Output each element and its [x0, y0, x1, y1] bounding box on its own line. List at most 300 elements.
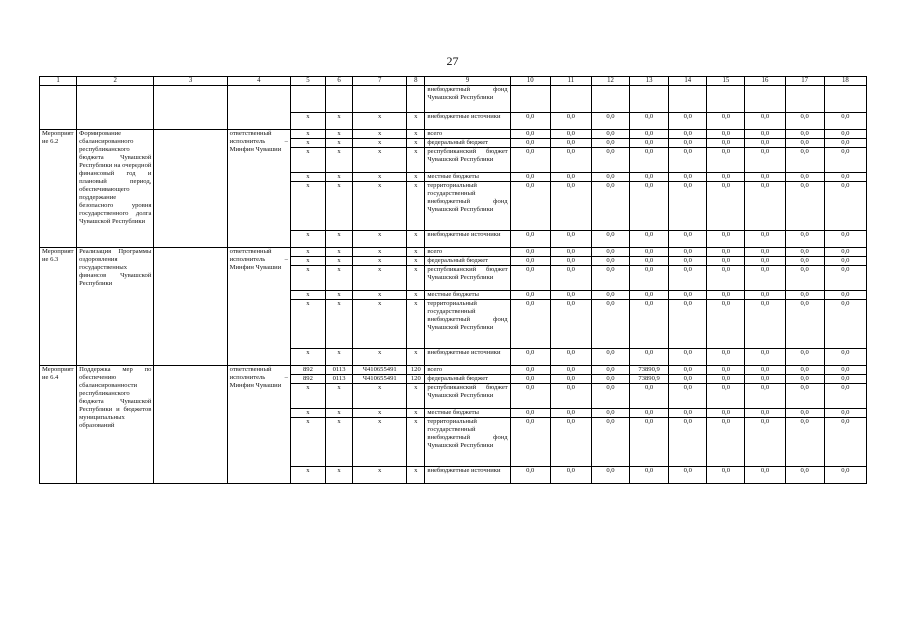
responsible-cell	[227, 86, 290, 130]
value-cell: 0,0	[591, 366, 629, 375]
value-cell: 0,0	[824, 173, 866, 182]
code-cell: x	[290, 173, 325, 182]
value-cell: 0,0	[591, 148, 629, 173]
funding-source-cell: республиканский бюджет Чувашской Республики	[425, 148, 510, 173]
code-cell: x	[353, 300, 407, 349]
code-cell: x	[290, 409, 325, 418]
code-cell: x	[407, 349, 425, 366]
funding-source-cell: внебюджетные источники	[425, 349, 510, 366]
value-cell: 0,0	[510, 418, 550, 467]
value-cell: 0,0	[550, 113, 591, 130]
value-cell	[707, 86, 745, 113]
code-cell: x	[326, 113, 353, 130]
funding-source-cell: местные бюджеты	[425, 409, 510, 418]
code-cell: x	[353, 291, 407, 300]
value-cell	[785, 86, 824, 113]
value-cell: 0,0	[630, 248, 669, 257]
value-cell: 0,0	[707, 300, 745, 349]
value-cell: 0,0	[669, 409, 707, 418]
value-cell: 0,0	[510, 300, 550, 349]
value-cell: 0,0	[550, 231, 591, 248]
code-cell: x	[353, 148, 407, 173]
value-cell: 0,0	[510, 148, 550, 173]
code-cell	[353, 86, 407, 113]
value-cell: 0,0	[785, 248, 824, 257]
value-cell: 0,0	[630, 291, 669, 300]
value-cell: 0,0	[745, 409, 785, 418]
code-cell: x	[407, 148, 425, 173]
value-cell: 0,0	[824, 384, 866, 409]
code-cell: x	[290, 266, 325, 291]
value-cell: 0,0	[824, 266, 866, 291]
measure-name-cell	[77, 86, 154, 130]
code-cell: x	[326, 384, 353, 409]
funding-source-cell: местные бюджеты	[425, 291, 510, 300]
value-cell: 0,0	[591, 266, 629, 291]
code-cell: x	[290, 113, 325, 130]
code-cell: x	[407, 291, 425, 300]
responsible-executor: ответственный исполнитель – Минфин Чувашии	[227, 130, 290, 248]
value-cell: 0,0	[550, 148, 591, 173]
table-row	[40, 86, 867, 113]
value-cell: 0,0	[550, 173, 591, 182]
code-cell: x	[353, 266, 407, 291]
column-header: 9	[425, 77, 510, 86]
funding-source-cell: внебюджетные источники	[425, 467, 510, 484]
value-cell: 0,0	[707, 173, 745, 182]
value-cell: 0,0	[707, 349, 745, 366]
value-cell: 0,0	[591, 375, 629, 384]
value-cell: 0,0	[745, 418, 785, 467]
value-cell: 0,0	[824, 418, 866, 467]
funding-source-cell: федеральный бюджет	[425, 139, 510, 148]
value-cell: 73890,9	[630, 366, 669, 375]
code-cell	[326, 86, 353, 113]
value-cell: 0,0	[591, 409, 629, 418]
table-row	[40, 248, 867, 257]
value-cell: 0,0	[707, 257, 745, 266]
value-cell: 0,0	[591, 173, 629, 182]
value-cell: 0,0	[510, 375, 550, 384]
responsible-executor: ответственный исполнитель – Минфин Чувашии	[227, 366, 290, 484]
value-cell: 0,0	[510, 173, 550, 182]
value-cell: 0,0	[824, 366, 866, 375]
value-cell: 0,0	[591, 467, 629, 484]
code-cell: x	[353, 384, 407, 409]
empty-cell	[154, 248, 227, 366]
value-cell: 0,0	[824, 130, 866, 139]
value-cell: 0,0	[630, 231, 669, 248]
value-cell: 0,0	[550, 467, 591, 484]
value-cell	[669, 86, 707, 113]
value-cell: 0,0	[630, 300, 669, 349]
code-cell: x	[407, 418, 425, 467]
value-cell: 0,0	[745, 266, 785, 291]
code-cell: 0113	[326, 375, 353, 384]
value-cell: 0,0	[707, 248, 745, 257]
value-cell: 0,0	[785, 409, 824, 418]
value-cell: 0,0	[630, 113, 669, 130]
code-cell: x	[407, 467, 425, 484]
value-cell: 0,0	[824, 182, 866, 231]
value-cell: 0,0	[510, 248, 550, 257]
funding-source-cell: территориальный государственный внебюджетный фонд Чувашской Республики	[425, 300, 510, 349]
value-cell: 0,0	[550, 366, 591, 375]
value-cell: 0,0	[745, 231, 785, 248]
value-cell: 0,0	[550, 182, 591, 231]
code-cell: x	[326, 248, 353, 257]
value-cell: 0,0	[510, 231, 550, 248]
value-cell: 0,0	[785, 291, 824, 300]
code-cell: Ч410655491	[353, 366, 407, 375]
code-cell: x	[326, 467, 353, 484]
value-cell: 0,0	[669, 182, 707, 231]
code-cell: 120	[407, 366, 425, 375]
code-cell: x	[290, 300, 325, 349]
value-cell: 0,0	[591, 113, 629, 130]
value-cell: 0,0	[707, 139, 745, 148]
value-cell: 0,0	[630, 130, 669, 139]
value-cell: 0,0	[745, 375, 785, 384]
value-cell: 0,0	[669, 173, 707, 182]
value-cell: 0,0	[550, 291, 591, 300]
value-cell: 0,0	[707, 182, 745, 231]
column-header: 5	[290, 77, 325, 86]
measure-name: Реализация Программы оздоровления государственных финансов Чувашской Республики	[77, 248, 154, 366]
code-cell: x	[290, 248, 325, 257]
value-cell: 0,0	[785, 266, 824, 291]
value-cell: 0,0	[510, 139, 550, 148]
code-cell: x	[326, 291, 353, 300]
value-cell: 0,0	[745, 182, 785, 231]
value-cell: 0,0	[591, 231, 629, 248]
value-cell	[550, 86, 591, 113]
value-cell: 0,0	[669, 300, 707, 349]
value-cell: 0,0	[785, 148, 824, 173]
value-cell: 0,0	[785, 467, 824, 484]
value-cell: 0,0	[550, 409, 591, 418]
code-cell: x	[326, 266, 353, 291]
value-cell: 0,0	[785, 375, 824, 384]
empty-cell	[154, 130, 227, 248]
value-cell: 0,0	[550, 266, 591, 291]
code-cell: Ч410655491	[353, 375, 407, 384]
code-cell: 0113	[326, 366, 353, 375]
value-cell: 0,0	[591, 418, 629, 467]
code-cell: x	[407, 384, 425, 409]
code-cell: x	[353, 231, 407, 248]
code-cell: x	[353, 257, 407, 266]
code-cell: x	[326, 300, 353, 349]
value-cell: 0,0	[745, 139, 785, 148]
value-cell: 0,0	[785, 173, 824, 182]
value-cell: 0,0	[785, 139, 824, 148]
value-cell: 0,0	[707, 148, 745, 173]
value-cell: 0,0	[785, 418, 824, 467]
value-cell: 0,0	[669, 248, 707, 257]
value-cell: 0,0	[785, 182, 824, 231]
value-cell: 0,0	[824, 257, 866, 266]
code-cell: x	[353, 248, 407, 257]
code-cell: x	[326, 130, 353, 139]
column-header: 4	[227, 77, 290, 86]
value-cell: 0,0	[824, 375, 866, 384]
value-cell: 0,0	[785, 300, 824, 349]
value-cell: 0,0	[745, 257, 785, 266]
value-cell: 0,0	[669, 467, 707, 484]
funding-source-cell: федеральный бюджет	[425, 257, 510, 266]
value-cell: 0,0	[591, 139, 629, 148]
value-cell: 0,0	[785, 366, 824, 375]
column-header: 17	[785, 77, 824, 86]
code-cell: x	[326, 257, 353, 266]
code-cell: x	[407, 409, 425, 418]
value-cell: 0,0	[785, 384, 824, 409]
code-cell: x	[326, 182, 353, 231]
value-cell: 0,0	[785, 349, 824, 366]
value-cell: 0,0	[669, 130, 707, 139]
empty-cell	[154, 86, 227, 130]
value-cell: 0,0	[745, 130, 785, 139]
column-header: 16	[745, 77, 785, 86]
measure-number-cell	[40, 86, 77, 130]
column-header: 3	[154, 77, 227, 86]
value-cell: 0,0	[510, 467, 550, 484]
value-cell: 0,0	[669, 266, 707, 291]
value-cell: 0,0	[591, 300, 629, 349]
column-header: 14	[669, 77, 707, 86]
funding-source-cell: внебюджетные источники	[425, 113, 510, 130]
value-cell: 0,0	[707, 467, 745, 484]
code-cell: x	[290, 139, 325, 148]
value-cell: 0,0	[669, 113, 707, 130]
value-cell: 0,0	[669, 257, 707, 266]
code-cell: x	[290, 384, 325, 409]
value-cell: 0,0	[824, 467, 866, 484]
column-header: 15	[707, 77, 745, 86]
code-cell: x	[407, 182, 425, 231]
value-cell: 0,0	[745, 248, 785, 257]
code-cell: x	[290, 182, 325, 231]
measure-number: Мероприятие 6.2	[40, 130, 77, 248]
value-cell: 0,0	[785, 113, 824, 130]
code-cell: x	[353, 182, 407, 231]
code-cell: x	[326, 173, 353, 182]
funding-source-cell: республиканский бюджет Чувашской Республики	[425, 384, 510, 409]
column-header: 13	[630, 77, 669, 86]
code-cell: x	[407, 139, 425, 148]
value-cell: 0,0	[669, 349, 707, 366]
value-cell: 0,0	[707, 409, 745, 418]
code-cell	[407, 86, 425, 113]
value-cell: 0,0	[591, 291, 629, 300]
funding-source-cell: внебюджетные источники	[425, 231, 510, 248]
value-cell	[630, 86, 669, 113]
value-cell: 0,0	[669, 148, 707, 173]
value-cell: 0,0	[707, 418, 745, 467]
value-cell	[591, 86, 629, 113]
value-cell: 0,0	[550, 257, 591, 266]
value-cell: 0,0	[824, 409, 866, 418]
value-cell	[745, 86, 785, 113]
value-cell: 0,0	[550, 375, 591, 384]
value-cell: 0,0	[510, 291, 550, 300]
value-cell: 0,0	[591, 384, 629, 409]
value-cell: 0,0	[707, 113, 745, 130]
value-cell: 0,0	[630, 467, 669, 484]
measure-number: Мероприятие 6.4	[40, 366, 77, 484]
code-cell	[290, 86, 325, 113]
value-cell: 0,0	[669, 291, 707, 300]
table-row	[40, 366, 867, 375]
value-cell: 0,0	[745, 384, 785, 409]
value-cell: 0,0	[550, 349, 591, 366]
value-cell: 0,0	[630, 266, 669, 291]
code-cell: x	[353, 467, 407, 484]
value-cell: 0,0	[707, 231, 745, 248]
code-cell: x	[290, 291, 325, 300]
value-cell: 0,0	[630, 148, 669, 173]
value-cell: 0,0	[550, 130, 591, 139]
code-cell: x	[407, 248, 425, 257]
value-cell: 0,0	[630, 384, 669, 409]
value-cell: 0,0	[824, 231, 866, 248]
responsible-executor: ответственный исполнитель – Минфин Чувашии	[227, 248, 290, 366]
value-cell: 0,0	[630, 173, 669, 182]
column-header: 7	[353, 77, 407, 86]
value-cell: 0,0	[824, 113, 866, 130]
measure-name: Поддержка мер по обеспечению сбалансированности республиканского бюджета Чувашской Республики и бюджетов муниципальных образований	[77, 366, 154, 484]
value-cell: 0,0	[510, 384, 550, 409]
code-cell: 892	[290, 366, 325, 375]
value-cell: 0,0	[745, 366, 785, 375]
column-header: 2	[77, 77, 154, 86]
value-cell: 0,0	[669, 384, 707, 409]
code-cell: x	[407, 130, 425, 139]
funding-source-cell: территориальный государственный внебюджетный фонд Чувашской Республики	[425, 182, 510, 231]
measure-number: Мероприятие 6.3	[40, 248, 77, 366]
funding-source-cell: федеральный бюджет	[425, 375, 510, 384]
funding-source-cell: республиканский бюджет Чувашской Республики	[425, 266, 510, 291]
value-cell: 0,0	[824, 291, 866, 300]
code-cell: x	[290, 130, 325, 139]
code-cell: x	[407, 266, 425, 291]
code-cell: x	[353, 130, 407, 139]
value-cell: 0,0	[824, 139, 866, 148]
measure-name: Формирование сбалансированного республиканского бюджета Чувашской Республики на очередной финансовый год и плановый период, обеспечивающего поддержание безопасного уровня государственного долга Чувашской Республики	[77, 130, 154, 248]
code-cell: 892	[290, 375, 325, 384]
value-cell: 0,0	[669, 418, 707, 467]
empty-cell	[154, 366, 227, 484]
value-cell: 0,0	[669, 231, 707, 248]
value-cell: 0,0	[510, 266, 550, 291]
value-cell: 0,0	[550, 248, 591, 257]
value-cell: 0,0	[591, 349, 629, 366]
value-cell: 0,0	[550, 418, 591, 467]
code-cell: 120	[407, 375, 425, 384]
value-cell: 0,0	[630, 182, 669, 231]
value-cell: 0,0	[824, 148, 866, 173]
value-cell: 0,0	[824, 300, 866, 349]
code-cell: x	[407, 113, 425, 130]
value-cell: 0,0	[745, 291, 785, 300]
value-cell: 0,0	[550, 139, 591, 148]
code-cell: x	[290, 231, 325, 248]
code-cell: x	[353, 349, 407, 366]
value-cell: 0,0	[510, 349, 550, 366]
code-cell: x	[353, 173, 407, 182]
code-cell: x	[326, 418, 353, 467]
value-cell: 0,0	[669, 375, 707, 384]
value-cell: 73890,9	[630, 375, 669, 384]
value-cell: 0,0	[669, 366, 707, 375]
code-cell: x	[407, 173, 425, 182]
value-cell: 0,0	[510, 113, 550, 130]
value-cell: 0,0	[550, 300, 591, 349]
value-cell: 0,0	[707, 266, 745, 291]
value-cell: 0,0	[785, 130, 824, 139]
code-cell: x	[290, 467, 325, 484]
code-cell: x	[353, 418, 407, 467]
value-cell: 0,0	[824, 248, 866, 257]
code-cell: x	[326, 148, 353, 173]
value-cell: 0,0	[707, 366, 745, 375]
code-cell: x	[326, 139, 353, 148]
value-cell: 0,0	[630, 349, 669, 366]
value-cell: 0,0	[510, 366, 550, 375]
value-cell: 0,0	[630, 257, 669, 266]
code-cell: x	[290, 148, 325, 173]
code-cell: x	[326, 231, 353, 248]
value-cell: 0,0	[510, 409, 550, 418]
column-header: 6	[326, 77, 353, 86]
value-cell: 0,0	[707, 291, 745, 300]
value-cell: 0,0	[510, 130, 550, 139]
code-cell: x	[290, 418, 325, 467]
funding-source-cell: всего	[425, 366, 510, 375]
code-cell: x	[353, 113, 407, 130]
value-cell: 0,0	[707, 130, 745, 139]
value-cell: 0,0	[745, 349, 785, 366]
code-cell: x	[407, 257, 425, 266]
code-cell: x	[290, 349, 325, 366]
funding-source-cell: всего	[425, 248, 510, 257]
value-cell: 0,0	[630, 418, 669, 467]
value-cell: 0,0	[785, 231, 824, 248]
funding-source-cell: местные бюджеты	[425, 173, 510, 182]
value-cell: 0,0	[745, 467, 785, 484]
page-number: 27	[446, 54, 459, 68]
column-header-row	[40, 77, 867, 86]
code-cell: x	[353, 409, 407, 418]
code-cell: x	[407, 231, 425, 248]
column-header: 1	[40, 77, 77, 86]
value-cell: 0,0	[745, 173, 785, 182]
code-cell: x	[326, 349, 353, 366]
value-cell: 0,0	[707, 375, 745, 384]
value-cell: 0,0	[550, 384, 591, 409]
value-cell: 0,0	[630, 409, 669, 418]
code-cell: x	[353, 139, 407, 148]
column-header: 11	[550, 77, 591, 86]
value-cell: 0,0	[669, 139, 707, 148]
value-cell: 0,0	[824, 349, 866, 366]
value-cell: 0,0	[591, 248, 629, 257]
code-cell: x	[290, 257, 325, 266]
code-cell: x	[407, 300, 425, 349]
column-header: 18	[824, 77, 866, 86]
table-body	[40, 77, 867, 484]
